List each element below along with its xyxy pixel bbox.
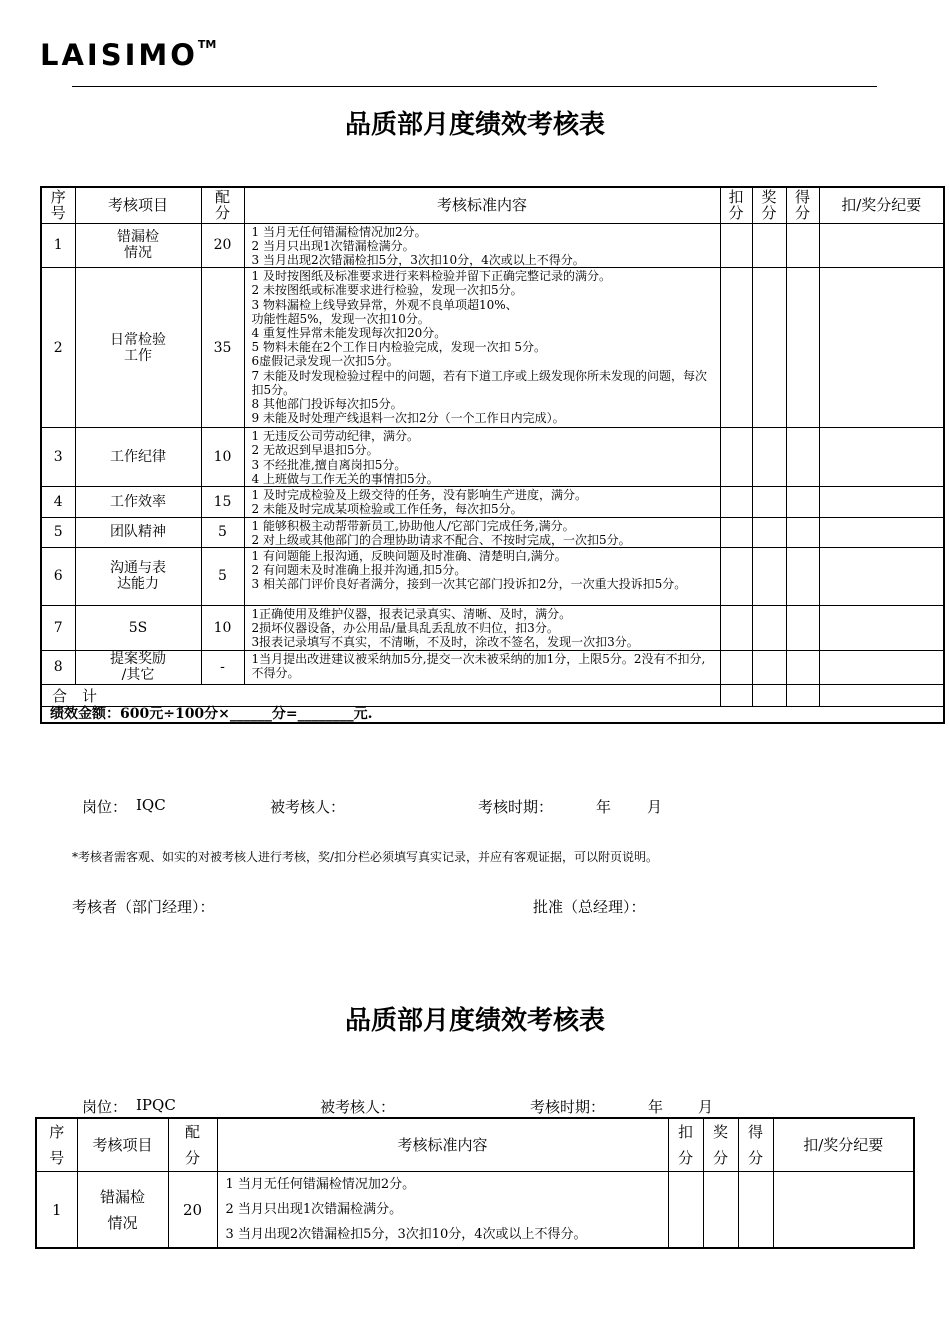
- record-cell[interactable]: [819, 268, 944, 428]
- row-item: 提案奖励 /其它: [75, 650, 201, 684]
- header-no: 序 号: [41, 187, 75, 223]
- header-record: 扣/奖分纪要: [819, 187, 944, 223]
- header-standard: 考核标准内容: [217, 1118, 668, 1172]
- row-standard: 1 及时完成检验及上级交待的任务，没有影响生产进度，满分。 2 未能及时完成某项检验或工作任务，每次扣5分。: [244, 487, 720, 517]
- deduct-cell[interactable]: [720, 487, 752, 517]
- row-item: 团队精神: [75, 517, 201, 547]
- record-cell[interactable]: [819, 487, 944, 517]
- got-cell[interactable]: [786, 268, 819, 428]
- row-standard: 1 能够积极主动帮带新员工,协助他人/它部门完成任务,满分。 2 对上级或其他部门的合理协助请求不配合、不按时完成，一次扣5分。: [244, 517, 720, 547]
- table-row: [41, 223, 944, 268]
- row-standard: 1 当月无任何错漏检情况加2分。 2 当月只出现1次错漏检满分。 3 当月出现2次错漏检扣5分，3次扣10分，4次或以上不得分。: [244, 223, 720, 268]
- total-row: [41, 684, 944, 706]
- row-item: 错漏检 情况: [77, 1172, 168, 1249]
- table-row: [41, 487, 944, 517]
- company-logo: LAISIMO™: [40, 38, 217, 72]
- table-row: [41, 268, 944, 428]
- period-year-2: 年: [648, 1098, 664, 1116]
- row-item: 日常检验 工作: [75, 268, 201, 428]
- deduct-cell[interactable]: [720, 428, 752, 487]
- header-item: 考核项目: [77, 1118, 168, 1172]
- table-row: [36, 1172, 914, 1249]
- got-cell[interactable]: [786, 517, 819, 547]
- row-score: 35: [201, 268, 244, 428]
- row-no: 2: [41, 268, 75, 428]
- table-header-row: [41, 187, 944, 223]
- row-standard: 1 有问题能上报沟通，反映问题及时准确、清楚明白,满分。 2 有问题未及时准确上报并沟通,扣5分。 3 相关部门评价良好者满分，接到一次其它部门投诉扣2分，一次重大投诉扣5分。: [244, 547, 720, 605]
- got-cell[interactable]: [786, 487, 819, 517]
- approver-label: 批准（总经理）：: [533, 898, 646, 916]
- table-row: [41, 428, 944, 487]
- row-standard: 1 及时按图纸及标准要求进行来料检验并留下正确完整记录的满分。 2 未按图纸或标准要求进行检验，发现一次扣5分。 3 物料漏检上线导致异常，外观不良单项超10%、 功能性超5%，发现一次扣10分。 4 重复性异常未能发现每次扣20分。 5 物料未能在2个工作日内检验完成，发现一次扣 5分。 6虚假记录发现一次扣5分。 7 未能及时发现检验过程中的问题，若有下道工序或上级发现你所未发现的问题，每次扣5分。 8 其他部门投诉每次扣5分。 9 未能及时处理产线退料一次扣2分（一个工作日内完成）。: [244, 268, 720, 428]
- row-item: 5S: [75, 605, 201, 650]
- deduct-cell[interactable]: [720, 223, 752, 268]
- record-cell[interactable]: [819, 650, 944, 684]
- reward-cell[interactable]: [752, 547, 786, 605]
- header-score: 配 分: [168, 1118, 217, 1172]
- record-cell[interactable]: [819, 517, 944, 547]
- reward-cell[interactable]: [752, 517, 786, 547]
- header-record: 扣/奖分纪要: [773, 1118, 914, 1172]
- reward-cell[interactable]: [752, 428, 786, 487]
- row-item: 工作效率: [75, 487, 201, 517]
- assessee-label-2: 被考核人：: [320, 1098, 396, 1116]
- got-cell[interactable]: [786, 223, 819, 268]
- table-row: [41, 605, 944, 650]
- table-header-row: [36, 1118, 914, 1172]
- row-score: 20: [201, 223, 244, 268]
- reward-cell[interactable]: [752, 650, 786, 684]
- header-score: 配 分: [201, 187, 244, 223]
- total-label: 合 计: [41, 684, 720, 706]
- row-standard: 1 无违反公司劳动纪律，满分。 2 无故迟到早退扣5分。 3 不经批准,擅自离岗扣5分。 4 上班做与工作无关的事情扣5分。: [244, 428, 720, 487]
- row-standard: 1正确使用及维护仪器，报表记录真实、清晰、及时，满分。 2损坏仪器设备，办公用品/量具乱丢乱放不归位，扣3分。 3报表记录填写不真实，不清晰，不及时，涂改不签名，发现一次扣3分。: [244, 605, 720, 650]
- deduct-cell[interactable]: [668, 1172, 703, 1249]
- header-rule: [72, 86, 877, 87]
- deduct-cell[interactable]: [720, 268, 752, 428]
- deduct-total-cell[interactable]: [720, 684, 752, 706]
- reward-total-cell[interactable]: [752, 684, 786, 706]
- got-total-cell[interactable]: [786, 684, 819, 706]
- row-score: 10: [201, 428, 244, 487]
- header-deduct: 扣 分: [720, 187, 752, 223]
- row-no: 4: [41, 487, 75, 517]
- post-value: IQC: [136, 796, 166, 814]
- reward-cell[interactable]: [752, 223, 786, 268]
- deduct-cell[interactable]: [720, 517, 752, 547]
- row-item: 工作纪律: [75, 428, 201, 487]
- record-cell[interactable]: [819, 428, 944, 487]
- post-label-2: 岗位：: [82, 1098, 128, 1116]
- header-no: 序 号: [36, 1118, 77, 1172]
- deduct-cell[interactable]: [720, 547, 752, 605]
- row-score: 5: [201, 547, 244, 605]
- reward-cell[interactable]: [703, 1172, 738, 1249]
- row-no: 8: [41, 650, 75, 684]
- row-no: 1: [36, 1172, 77, 1249]
- page-title: 品质部月度绩效考核表: [344, 110, 605, 140]
- got-cell[interactable]: [786, 650, 819, 684]
- row-score: 15: [201, 487, 244, 517]
- row-item: 错漏检 情况: [75, 223, 201, 268]
- got-cell[interactable]: [738, 1172, 773, 1249]
- row-score: -: [201, 650, 244, 684]
- period-month: 月: [647, 798, 663, 816]
- period-label: 考核时期：: [478, 798, 554, 816]
- second-page-title: 品质部月度绩效考核表: [344, 1006, 605, 1036]
- header-got: 得 分: [786, 187, 819, 223]
- post-value-2: IPQC: [136, 1096, 176, 1114]
- row-score: 20: [168, 1172, 217, 1249]
- got-cell[interactable]: [786, 605, 819, 650]
- header-reward: 奖 分: [752, 187, 786, 223]
- row-score: 10: [201, 605, 244, 650]
- deduct-cell[interactable]: [720, 650, 752, 684]
- assessor-label: 考核者（部门经理）：: [72, 898, 215, 916]
- row-standard: 1 当月无任何错漏检情况加2分。 2 当月只出现1次错漏检满分。 3 当月出现2次错漏检扣5分，3次扣10分，4次或以上不得分。: [217, 1172, 668, 1249]
- record-cell[interactable]: [773, 1172, 914, 1249]
- row-no: 7: [41, 605, 75, 650]
- assessment-note: *考核者需客观、如实的对被考核人进行考核，奖/扣分栏必须填写真实记录，并应有客观证据，可以附页说明。: [72, 850, 659, 864]
- table-row: [41, 517, 944, 547]
- assessment-table-ipqc: [35, 1117, 915, 1249]
- period-label-2: 考核时期：: [530, 1098, 606, 1116]
- bonus-formula[interactable]: 绩效金额：600元÷100分×______分=________元.: [41, 706, 944, 723]
- assessment-table-iqc: [40, 186, 945, 724]
- row-no: 3: [41, 428, 75, 487]
- record-cell[interactable]: [819, 223, 944, 268]
- record-cell[interactable]: [819, 547, 944, 605]
- got-cell[interactable]: [786, 547, 819, 605]
- record-cell[interactable]: [819, 605, 944, 650]
- row-no: 6: [41, 547, 75, 605]
- record-total-cell[interactable]: [819, 684, 944, 706]
- row-no: 5: [41, 517, 75, 547]
- got-cell[interactable]: [786, 428, 819, 487]
- row-score: 5: [201, 517, 244, 547]
- reward-cell[interactable]: [752, 487, 786, 517]
- row-no: 1: [41, 223, 75, 268]
- assessee-label: 被考核人：: [270, 798, 346, 816]
- reward-cell[interactable]: [752, 268, 786, 428]
- header-standard: 考核标准内容: [244, 187, 720, 223]
- deduct-cell[interactable]: [720, 605, 752, 650]
- period-month-2: 月: [698, 1098, 714, 1116]
- header-deduct: 扣 分: [668, 1118, 703, 1172]
- table-row: [41, 547, 944, 605]
- table-row: [41, 650, 944, 684]
- header-item: 考核项目: [75, 187, 201, 223]
- bonus-row: [41, 706, 944, 723]
- row-item: 沟通与表 达能力: [75, 547, 201, 605]
- row-standard: 1当月提出改进建议被采纳加5分,提交一次未被采纳的加1分，上限5分。2没有不扣分,不得分。: [244, 650, 720, 684]
- header-reward: 奖 分: [703, 1118, 738, 1172]
- period-year: 年: [596, 798, 612, 816]
- reward-cell[interactable]: [752, 605, 786, 650]
- post-label: 岗位：: [82, 798, 128, 816]
- header-got: 得 分: [738, 1118, 773, 1172]
